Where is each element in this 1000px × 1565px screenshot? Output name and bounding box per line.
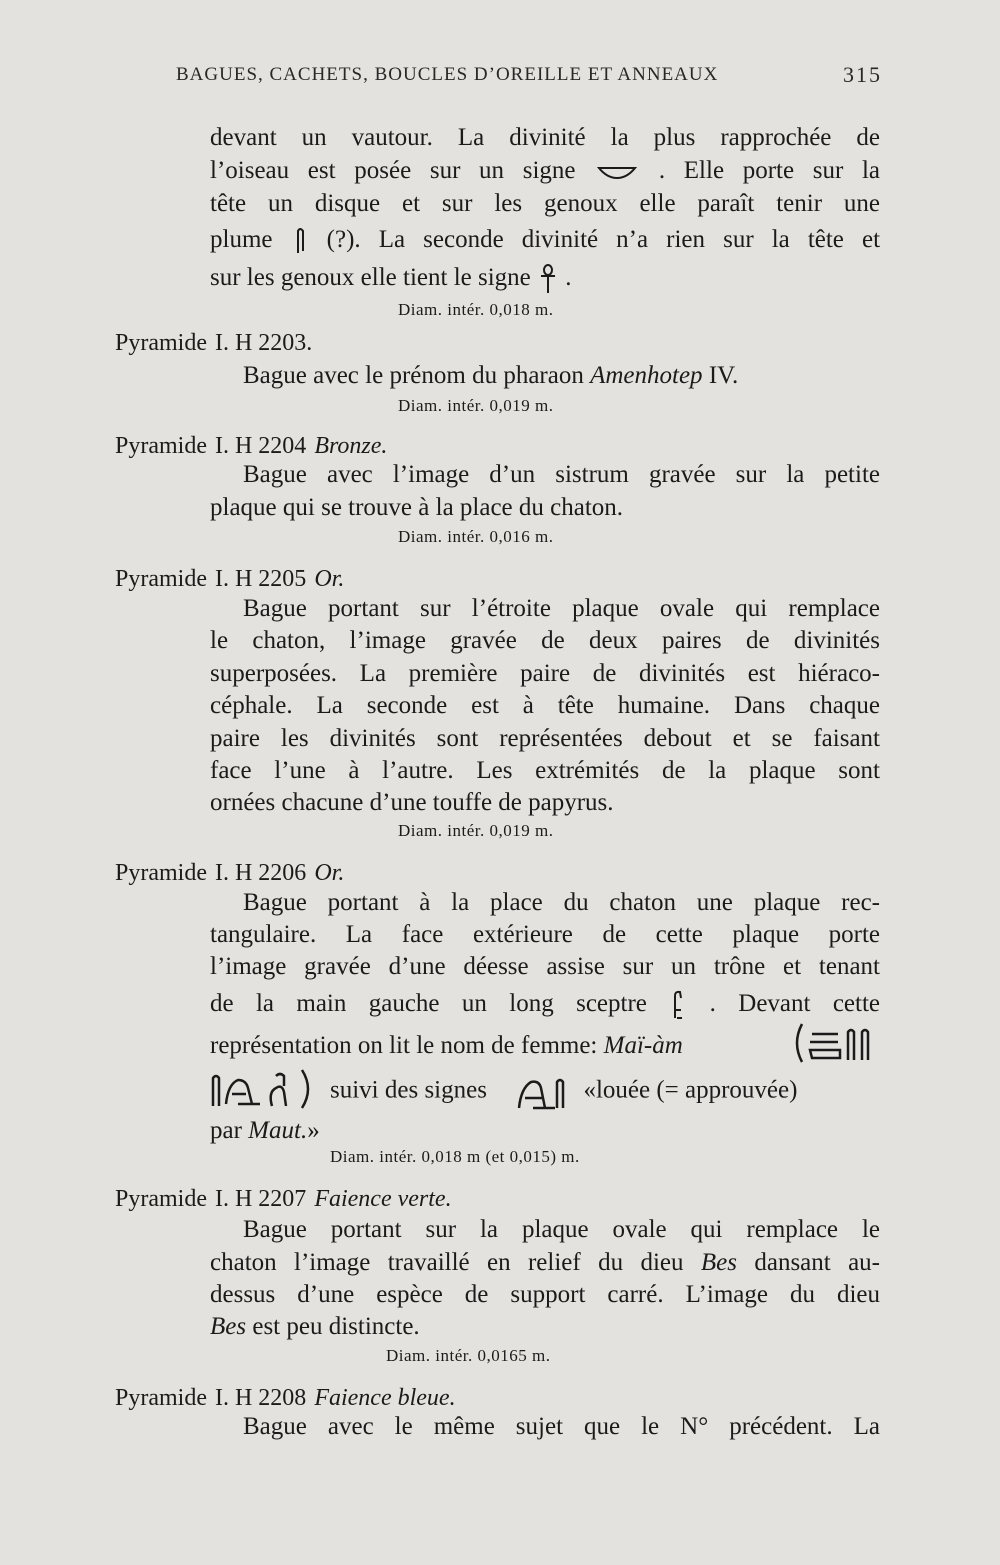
text-line: ornées chacune d’une touffe de papyrus. — [210, 789, 614, 816]
diameter-note: Diam. intér. 0,019 m. — [398, 396, 554, 415]
heading-label: Pyramide — [115, 433, 207, 459]
woman-name: Maï-àm — [603, 1032, 683, 1059]
text-fragment: . — [565, 264, 572, 291]
hieroglyph-ankh-icon — [540, 264, 556, 294]
hieroglyph-basket-icon — [597, 165, 637, 179]
heading-label: Pyramide — [115, 330, 207, 356]
heading-material: Faience verte. — [314, 1186, 452, 1212]
text-line — [330, 1072, 880, 1112]
text-fragment: (?). La seconde divinité n’a rien sur la tête et — [326, 226, 881, 253]
text-line — [210, 1115, 880, 1147]
text-line: céphale. La seconde est à tête humaine. Dans chaque — [210, 692, 880, 719]
diameter-note: Diam. intér. 0,018 m. — [398, 300, 554, 319]
text-fragment: chaton l’image travaillé en relief du dieu — [210, 1249, 684, 1276]
cartouche-hieroglyphs — [792, 1020, 884, 1071]
deity-name: Maut. — [248, 1117, 308, 1144]
heading-ref: I. H 2203. — [214, 330, 313, 356]
heading-ref: I. H 2205 — [214, 566, 307, 592]
text-line — [210, 224, 880, 256]
entry-heading — [115, 1186, 452, 1213]
hieroglyph-group-owl — [210, 1066, 320, 1117]
text-fragment: représentation on lit le nom de femme: — [210, 1032, 598, 1059]
entry-heading — [115, 860, 344, 887]
entry-heading — [115, 1385, 456, 1412]
heading-label: Pyramide — [115, 566, 207, 592]
text-line — [210, 1311, 880, 1343]
deity-name: Bes — [210, 1313, 247, 1340]
heading-material: Or. — [314, 566, 345, 592]
hieroglyph-sceptre-icon — [672, 990, 684, 1020]
text-fragment: plume — [210, 226, 273, 253]
text-fragment: suivi des signes — [330, 1076, 487, 1104]
text-line: Bague portant sur l’étroite plaque ovale qui remplace — [243, 595, 880, 622]
text-line — [210, 988, 880, 1020]
text-line: Bague portant à la place du chaton une plaque rec- — [243, 889, 880, 916]
text-line — [210, 262, 880, 294]
text-fragment: Bague avec le prénom du pharaon — [243, 362, 584, 389]
entry-heading — [115, 330, 312, 357]
text-line: dessus d’une espèce de support carré. L’image du dieu — [210, 1281, 880, 1308]
text-line: devant un vautour. La divinité la plus rapprochée de — [210, 124, 880, 151]
text-fragment: l’oiseau est posée sur un signe — [210, 157, 576, 184]
text-line: face l’une à l’autre. Les extrémités de la plaque sont — [210, 757, 880, 784]
heading-label: Pyramide — [115, 860, 207, 886]
text-line — [210, 1030, 800, 1062]
text-fragment: . Elle porte sur la — [658, 157, 881, 184]
heading-material: Bronze. — [314, 433, 388, 459]
text-line — [243, 360, 880, 392]
heading-material: Faience bleue. — [314, 1385, 456, 1411]
text-fragment: . Devant cette — [709, 990, 881, 1017]
text-fragment: » — [307, 1117, 320, 1144]
text-fragment: sur les genoux elle tient le signe — [210, 264, 531, 291]
text-line: Bague avec l’image d’un sistrum gravée sur la petite — [243, 461, 880, 488]
diameter-note: Diam. intér. 0,018 m (et 0,015) m. — [330, 1147, 580, 1166]
heading-ref: I. H 2207 — [214, 1186, 307, 1212]
text-line: plaque qui se trouve à la place du chaton. — [210, 494, 624, 521]
diameter-note: Diam. intér. 0,016 m. — [398, 527, 554, 546]
text-fragment: dansant au- — [754, 1249, 881, 1276]
text-line — [210, 1247, 880, 1279]
heading-ref: I. H 2206 — [214, 860, 307, 886]
heading-ref: I. H 2204 — [214, 433, 307, 459]
text-line: Bague avec le même sujet que le N° précédent. La — [243, 1413, 880, 1440]
entry-heading — [115, 433, 387, 460]
hieroglyph-feather-icon — [294, 227, 306, 255]
hieroglyph-bird-seated-icon — [515, 1072, 567, 1112]
text-line: tête un disque et sur les genoux elle paraît tenir une — [210, 190, 880, 217]
text-line: superposées. La première paire de divinités est hiéraco- — [210, 660, 880, 687]
text-line — [210, 155, 880, 187]
entry-heading — [115, 566, 344, 593]
deity-name: Bes — [700, 1249, 737, 1276]
text-fragment: par — [210, 1117, 242, 1144]
text-fragment: de la main gauche un long sceptre — [210, 990, 647, 1017]
text-line: paire les divinités sont représentées debout et se faisant — [210, 725, 880, 752]
heading-label: Pyramide — [115, 1186, 207, 1212]
pharaoh-name: Amenhotep — [590, 362, 703, 389]
diameter-note: Diam. intér. 0,0165 m. — [386, 1346, 551, 1365]
text-line: Bague portant sur la plaque ovale qui remplace le — [243, 1216, 880, 1243]
text-line: le chaton, l’image gravée de deux paires de divinités — [210, 627, 880, 654]
running-title: BAGUES, CACHETS, BOUCLES D’OREILLE ET ANNEAUX — [176, 64, 719, 85]
text-line: l’image gravée d’une déesse assise sur un trône et tenant — [210, 953, 880, 980]
heading-ref: I. H 2208 — [214, 1385, 307, 1411]
page-number: 315 — [843, 62, 882, 87]
text-fragment: est peu distincte. — [252, 1313, 420, 1340]
text-fragment: IV. — [708, 362, 739, 389]
heading-material: Or. — [314, 860, 345, 886]
text-line: tangulaire. La face extérieure de cette plaque porte — [210, 921, 880, 948]
heading-label: Pyramide — [115, 1385, 207, 1411]
diameter-note: Diam. intér. 0,019 m. — [398, 821, 554, 840]
text-fragment: «louée (= approuvée) — [583, 1076, 798, 1104]
